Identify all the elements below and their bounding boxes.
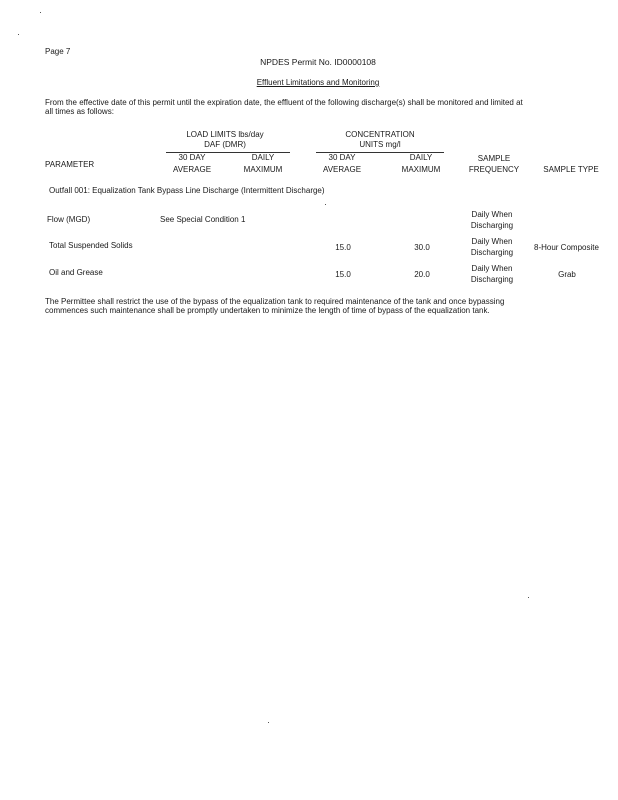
load-limits-header: LOAD LIMITS lbs/day — [186, 130, 264, 139]
scan-speck — [40, 12, 41, 13]
scan-speck — [18, 34, 19, 35]
row-avg: 15.0 — [335, 243, 351, 252]
col-frequency-top: SAMPLE — [477, 154, 511, 163]
row-load-note: See Special Condition 1 — [160, 215, 246, 224]
intro-line-2: all times as follows: — [45, 107, 114, 116]
col-parameter: PARAMETER — [45, 160, 95, 169]
concentration-sub: UNITS mg/l — [359, 140, 401, 149]
scan-speck — [268, 722, 269, 723]
row-sample-type: 8-Hour Composite — [534, 243, 599, 252]
col-conc-30day-top: 30 DAY — [328, 153, 356, 162]
row-max: 30.0 — [414, 243, 430, 252]
row-sample-type: Grab — [558, 270, 576, 279]
col-30day-bottom: AVERAGE — [172, 165, 212, 174]
load-limits-sub: DAF (DMR) — [204, 140, 246, 149]
permit-title: NPDES Permit No. ID0000108 — [260, 57, 376, 67]
col-frequency-bottom: FREQUENCY — [468, 165, 520, 174]
col-30day-top: 30 DAY — [178, 153, 206, 162]
scan-speck — [528, 597, 529, 598]
col-conc-daily-bottom: MAXIMUM — [401, 165, 441, 174]
row-frequency-bottom: Discharging — [470, 221, 514, 230]
section-title: Effluent Limitations and Monitoring — [256, 78, 380, 87]
row-frequency-bottom: Discharging — [470, 248, 514, 257]
col-sample-type: SAMPLE TYPE — [543, 165, 599, 174]
row-frequency-top: Daily When — [471, 264, 513, 273]
row-parameter: Oil and Grease — [49, 268, 103, 277]
intro-line-1: From the effective date of this permit until the expiration date, the effluent of the following discharge(s) shall be monitored and limited at — [45, 98, 523, 107]
col-daily-bottom: MAXIMUM — [243, 165, 283, 174]
row-frequency-bottom: Discharging — [470, 275, 514, 284]
outfall-label: Outfall 001: Equalization Tank Bypass Line Discharge (Intermittent Discharge) — [49, 186, 325, 195]
scan-speck — [325, 204, 326, 205]
footnote-line-1: The Permittee shall restrict the use of the bypass of the equalization tank to required maintenance of the tank and once bypassing — [45, 297, 505, 306]
row-parameter: Flow (MGD) — [47, 215, 91, 224]
row-frequency-top: Daily When — [471, 237, 513, 246]
footnote-line-2: commences such maintenance shall be promptly undertaken to minimize the length of time of bypass of the equalization tank. — [45, 306, 490, 315]
concentration-header: CONCENTRATION — [345, 130, 415, 139]
row-avg: 15.0 — [335, 270, 351, 279]
col-daily-top: DAILY — [251, 153, 275, 162]
col-conc-30day-bottom: AVERAGE — [322, 165, 362, 174]
row-parameter: Total Suspended Solids — [49, 241, 133, 250]
page-label: Page 7 — [45, 47, 71, 56]
col-conc-daily-top: DAILY — [409, 153, 433, 162]
row-frequency-top: Daily When — [471, 210, 513, 219]
row-max: 20.0 — [414, 270, 430, 279]
